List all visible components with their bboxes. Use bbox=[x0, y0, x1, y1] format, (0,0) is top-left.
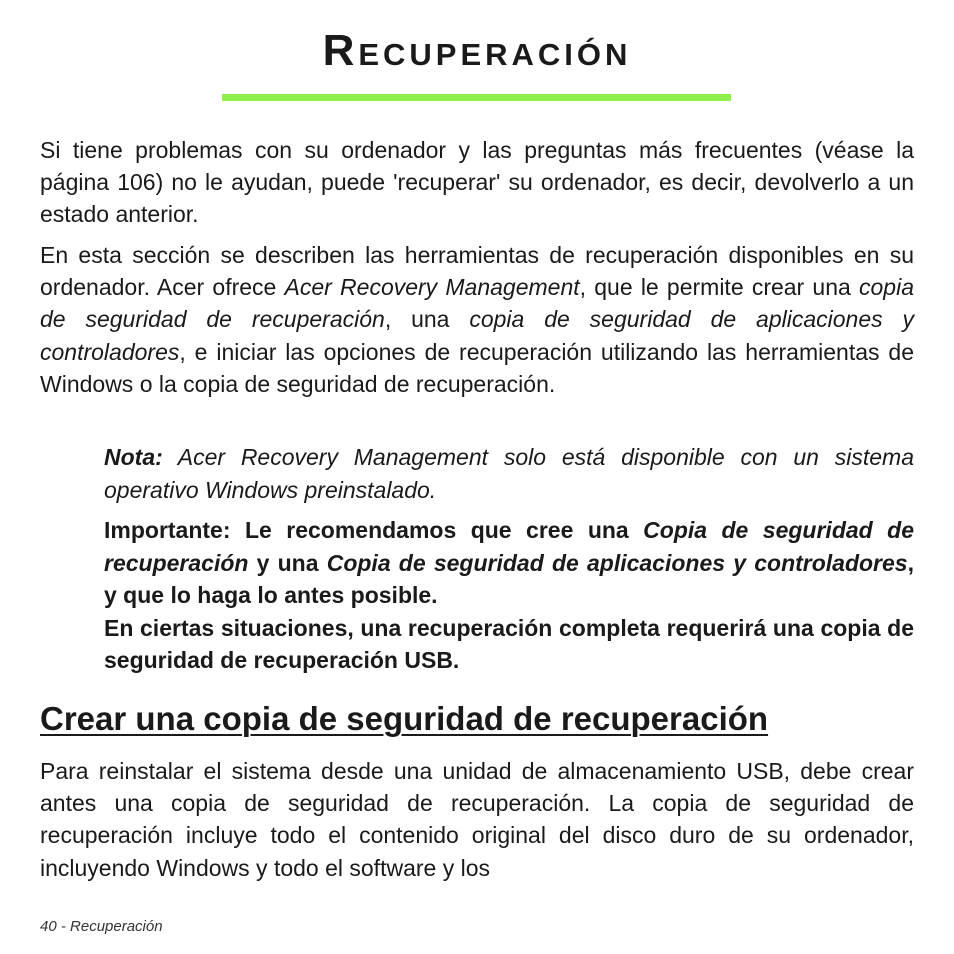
intro-paragraph-2 bbox=[40, 239, 914, 400]
page-footer: 40 - Recuperación bbox=[40, 918, 163, 935]
note-label: Nota: bbox=[104, 444, 163, 470]
section-paragraph-1: Para reinstalar el sistema desde una unidad de almacenamiento USB, debe crear antes una copia de seguridad de recuperación. La copia de seguridad de recuperación incluye todo el contenido original del disco duro de su ordenador, incluyendo Windows y todo el software y los bbox=[40, 758, 914, 881]
intro-p2-product-name: Acer Recovery Management bbox=[284, 274, 580, 301]
important-apps-backup: Copia de seguridad de aplicaciones y controladores bbox=[326, 549, 908, 576]
important-text-3: , y que lo haga lo antes posible. bbox=[104, 549, 914, 608]
section-heading: Crear una copia de seguridad de recuperación bbox=[40, 700, 769, 737]
page-title: Recuperación bbox=[322, 26, 632, 75]
important-recovery-backup: Copia de seguridad de recuperación bbox=[104, 517, 915, 576]
intro-p2-text-1: En esta sección se describen las herramientas de recuperación disponibles en su ordenador. Acer ofrece bbox=[40, 242, 914, 301]
title-underline-bar bbox=[222, 94, 731, 101]
important-text-2: y una bbox=[248, 549, 327, 576]
intro-p2-text-2: , que le permite crear una bbox=[579, 274, 859, 301]
note-block bbox=[104, 441, 914, 506]
important-line-2: En ciertas situaciones, una recuperación completa requerirá una copia de seguridad de recuperación USB. bbox=[104, 614, 914, 673]
intro-p2-apps-backup: copia de seguridad de aplicaciones y controladores bbox=[40, 306, 915, 365]
note-text: Acer Recovery Management solo está disponible con un sistema operativo Windows preinstalado. bbox=[104, 444, 914, 503]
important-text-1: Importante: Le recomendamos que cree una bbox=[104, 517, 644, 543]
intro-paragraph-1: Si tiene problemas con su ordenador y las preguntas más frecuentes (véase la página 106) no le ayudan, puede 'recuperar' su ordenador, es decir, devolverlo a un estado anterior. bbox=[40, 137, 914, 228]
intro-p2-text-3: , una bbox=[384, 306, 470, 333]
intro-p2-recovery-backup: copia de seguridad de recuperación bbox=[40, 274, 914, 333]
important-block bbox=[104, 514, 914, 677]
intro-p2-text-4: , e iniciar las opciones de recuperación utilizando las herramientas de Windows o la copia de seguridad de recuperación. bbox=[40, 338, 914, 397]
